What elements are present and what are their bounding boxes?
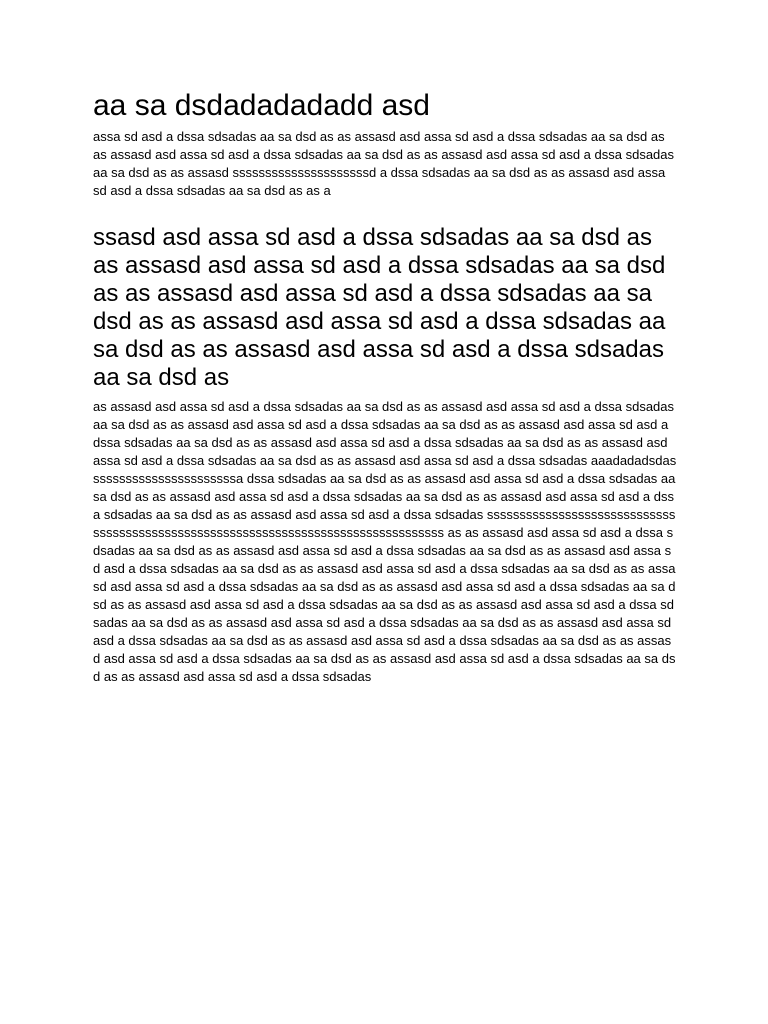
document-body	[93, 88, 677, 686]
intro-paragraph: assa sd asd a dssa sdsadas aa sa dsd as as assasd asd assa sd asd a dssa sdsadas aa sa dsd as as assasd asd assa sd asd a dssa sdsadas aa sa dsd as as assasd asd assa sd asd a dssa sdsadas aa sa dsd as as assasd sssssssssssssssssssssd a dssa sdsadas aa sa dsd as as assasd asd assa sd asd a dssa sdsadas aa sa dsd as as a	[93, 129, 675, 198]
document-title: aa sa dsdadadadadd asd	[93, 89, 430, 122]
body-paragraph: as assasd asd assa sd asd a dssa sdsadas aa sa dsd as as assasd asd assa sd asd a dssa sdsadas aa sa dsd as as assasd asd assa sd asd a dssa sdsadas aa sa dsd as as assasd asd assa sd asd a dssa sdsadas aa sa dsd as as assasd asd assa sd asd a dssa sdsadas aa sa dsd as as assasd asd assa sd asd a dssa sdsadas aa sa dsd as as assasd asd assa sd asd a dssa sdsadas aaadadadsdasssssssssssssssssssssssa dssa sdsadas aa sa dsd as as assasd asd assa sd asd a dssa sdsadas aa sa dsd as as assasd asd assa sd asd a dssa sdsadas aa sa dsd as as assasd asd assa sd asd a dssa sdsadas aa sa dsd as as assasd asd assa sd asd a dssa sdsadas sssssssssssssssssssssssssssssssssssssssssssssssssssssssssssssssssssssssssssssssssss as as assasd asd assa sd asd a dssa sdsadas aa sa dsd as as assasd asd assa sd asd a dssa sdsadas aa sa dsd as as assasd asd assa sd asd a dssa sdsadas aa sa dsd as as assasd asd assa sd asd a dssa sdsadas aa sa dsd as as assasd asd assa sd asd a dssa sdsadas aa sa dsd as as assasd asd assa sd asd a dssa sdsadas aa sa dsd as as assasd asd assa sd asd a dssa sdsadas aa sa dsd as as assasd asd assa sd asd a dssa sdsadas aa sa dsd as as assasd asd assa sd asd a dssa sdsadas aa sa dsd as as assasd asd assa sd asd a dssa sdsadas aa sa dsd as as assasd asd assa sd asd a dssa sdsadas aa sa dsd as as assasd asd assa sd asd a dssa sdsadas aa sa dsd as as assasd asd assa sd asd a dssa sdsadas aa sa dsd as as assasd asd assa sd asd a dssa sdsadas	[93, 399, 677, 684]
section-heading: ssasd asd assa sd asd a dssa sdsadas aa sa dsd as as assasd asd assa sd asd a dssa sdsadas aa sa dsd as as assasd asd assa sd asd a dssa sdsadas aa sa dsd as as assasd asd assa sd asd a dssa sdsadas aa sa dsd as as assasd asd assa sd asd a dssa sdsadas aa sa dsd as	[93, 224, 666, 391]
